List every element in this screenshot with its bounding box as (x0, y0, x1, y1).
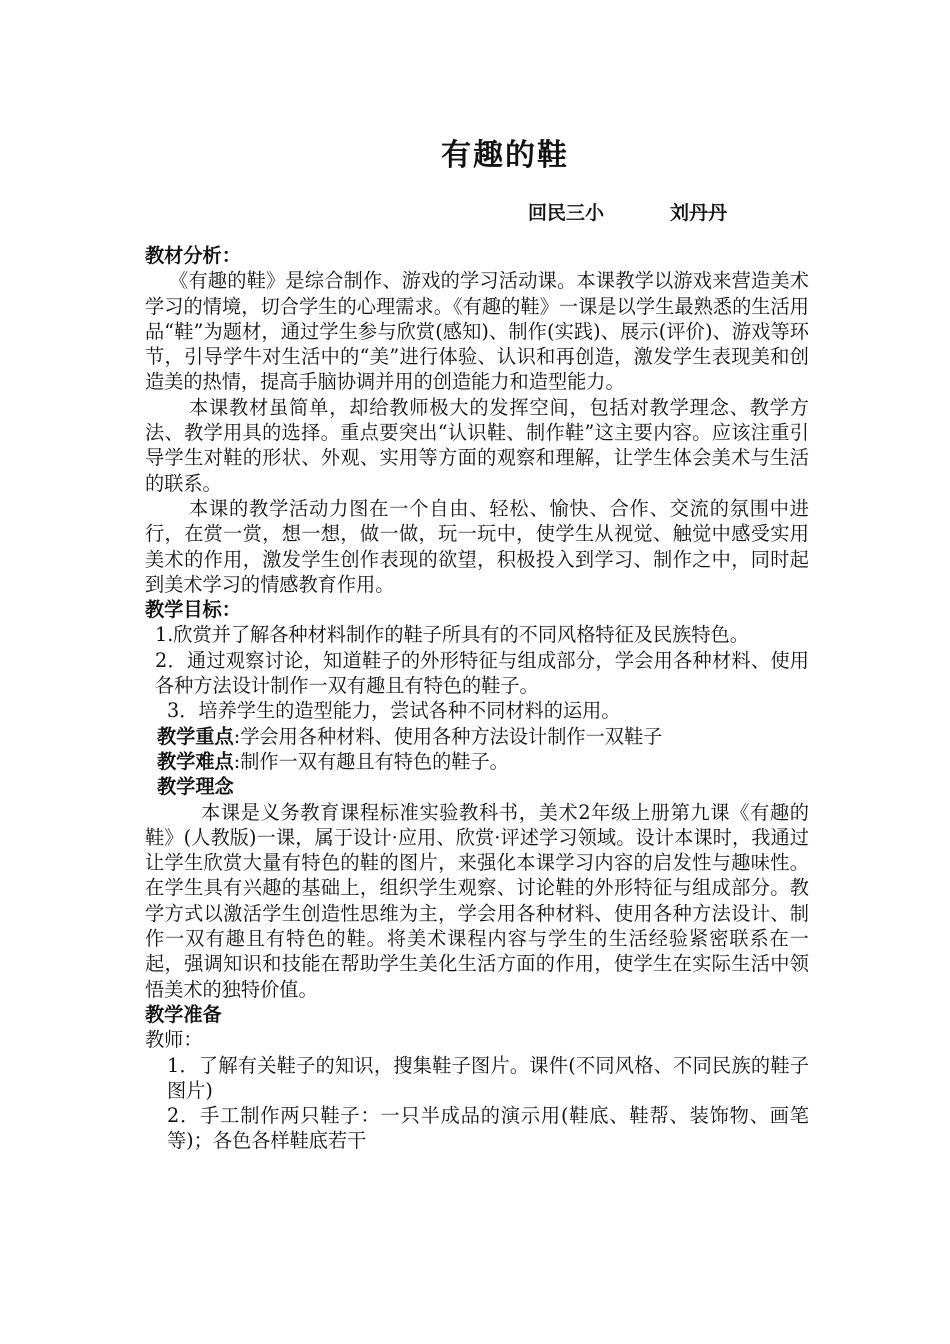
goals-heading: 教学目标： (145, 598, 241, 622)
author-name: 刘丹丹 (670, 202, 728, 224)
document-body (145, 243, 809, 1154)
difficulty-label: 教学难点 (157, 749, 234, 773)
difficulty-line (145, 749, 809, 774)
page-title: 有趣的鞋 (441, 138, 569, 173)
goal-item-3: 3．培养学生的造型能力，尝试各种不同材料的运用。 (167, 699, 621, 723)
school-name: 回民三小 (528, 202, 605, 224)
concept-heading: 教学理念 (157, 775, 234, 799)
prep-item-1: 1．了解有关鞋子的知识，搜集鞋子图片。课件(不同风格、不同民族的鞋子图片) (167, 1053, 809, 1102)
key-point-line (145, 724, 809, 749)
key-point-label: 教学重点 (157, 724, 234, 748)
analysis-heading: 教材分析： (145, 244, 241, 267)
analysis-paragraph-3: 本课的教学活动力图在一个自由、轻松、愉快、合作、交流的氛围中进行，在赏一赏，想一想，做一做，玩一玩中，使学生从视觉、触觉中感受实用美术的作用，激发学生创作表现的欲望，积极投入到学习、制作之中，同时起到美术学习的情感教育作用。 (145, 496, 809, 596)
analysis-paragraph-1: 《有趣的鞋》是综合制作、游戏的学习活动课。本课教学以游戏来营造美术学习的情境，切合学生的心理需求。《有趣的鞋》一课是以学生最熟悉的生活用品“鞋”为题材，通过学生参与欣赏(感知)、制作(实践)、展示(评价)、游戏等环节，引导学牛对生活中的“美”进行体验、认识和再创造，激发学生表现美和创造美的热情，提高手脑协调并用的创造能力和造型能力。 (145, 269, 809, 394)
prep-heading: 教学准备 (145, 1002, 222, 1026)
author-line (528, 198, 727, 225)
concept-paragraph: 本课是义务教育课程标准实验教科书，美术2年级上册第九课《有趣的鞋》(人教版)一课，属于设计·应用、欣赏·评述学习领域。设计本课时，我通过让学生欣赏大量有特色的鞋的图片，来强化本课学习内容的启发性与趣味性。在学生具有兴趣的基础上，组织学生观察、讨论鞋的外形特征与组成部分。教学方式以激活学生创造性思维为主，学会用各种材料、使用各种方法设计、制作一双有趣且有特色的鞋。将美术课程内容与学生的生活经验紧密联系在一起，强调知识和技能在帮助学生美化生活方面的作用，使学生在实际生活中领悟美术的独特价值。 (145, 800, 809, 1001)
analysis-paragraph-2: 本课教材虽简单，却给教师极大的发挥空间，包括对教学理念、教学方法、教学用具的选择。重点要突出“认识鞋、制作鞋”这主要内容。应该注重引导学生对鞋的形状、外观、实用等方面的观察和理解，让学生体会美术与生活的联系。 (145, 395, 809, 495)
difficulty-text: :制作一双有趣且有特色的鞋子。 (233, 749, 509, 773)
teacher-label: 教师： (145, 1028, 203, 1052)
prep-item-2: 2．手工制作两只鞋子：一只半成品的演示用(鞋底、鞋帮、装饰物、画笔等)；各色各样鞋底若干 (167, 1104, 809, 1153)
key-point-text: :学会用各种材料、使用各种方法设计制作一双鞋子 (233, 724, 663, 748)
goal-item-1: 1.欣赏并了解各种材料制作的鞋子所具有的不同风格特征及民族特色。 (155, 623, 749, 647)
goal-item-2: 2．通过观察讨论，知道鞋子的外形特征与组成部分，学会用各种材料、使用各种方法设计制作一双有趣且有特色的鞋子。 (155, 648, 809, 698)
